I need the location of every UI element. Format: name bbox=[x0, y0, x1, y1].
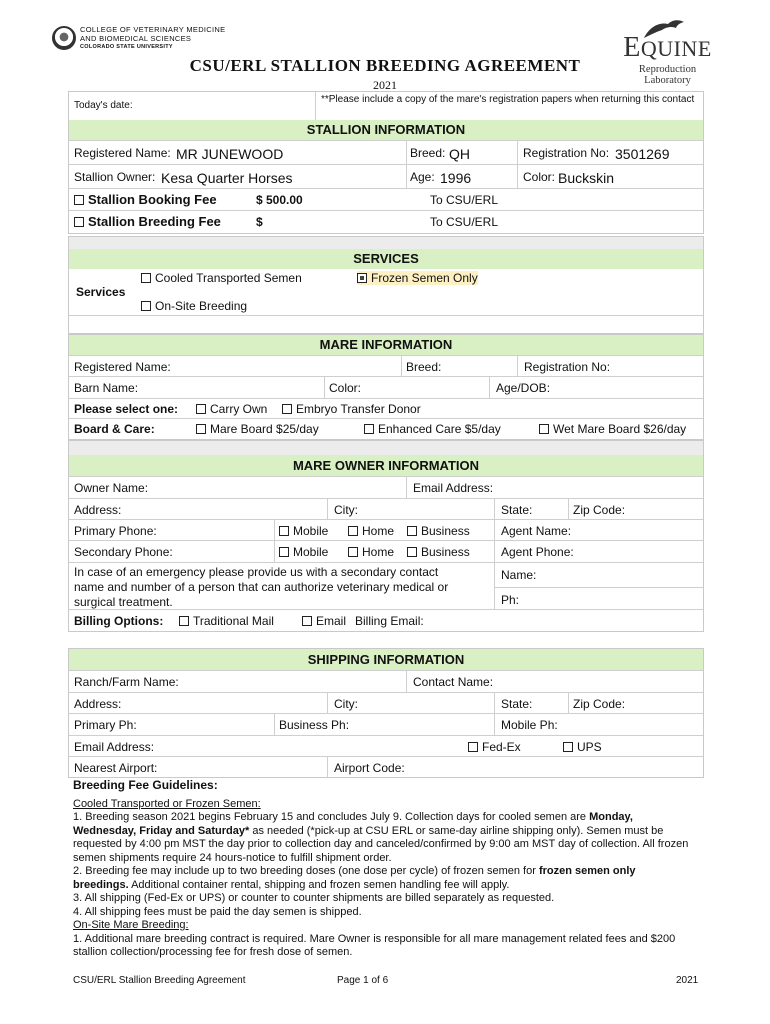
emergency-line-2: name and number of a person that can authorize veterinary medical or bbox=[74, 580, 449, 594]
fedex-label: Fed-Ex bbox=[482, 740, 521, 754]
guideline-1b: Monday, Wednesday, Friday and Saturday* bbox=[73, 811, 633, 837]
guideline-5: 1. Additional mare breeding contract is required. Mare Owner is responsible for all mare management related fees and $200 stallion collection/processing fee for fresh dose of semen. bbox=[73, 932, 676, 958]
guideline-1 bbox=[73, 811, 693, 865]
stallion-reg-no-label: Registration No: bbox=[523, 146, 610, 160]
emergency-text bbox=[74, 565, 448, 610]
mare-reg-no[interactable]: Registration No: bbox=[524, 360, 611, 374]
secondary-mobile-checkbox[interactable] bbox=[279, 545, 328, 559]
stallion-breed-label: Breed: bbox=[410, 146, 446, 160]
stallion-section bbox=[68, 91, 704, 234]
shipping-section bbox=[68, 648, 704, 778]
footer-year: 2021 bbox=[676, 975, 699, 986]
primary-mobile-checkbox[interactable] bbox=[279, 524, 328, 538]
emergency-line-3: surgical treatment. bbox=[74, 595, 173, 609]
secondary-home-label: Home bbox=[362, 545, 395, 559]
stallion-reg-name-label: Registered Name: bbox=[74, 146, 171, 160]
primary-mobile-label: Mobile bbox=[293, 524, 329, 538]
email-billing-checkbox[interactable] bbox=[302, 614, 346, 628]
carry-own-checkbox[interactable] bbox=[196, 402, 267, 416]
registration-note: **Please include a copy of the mare's registration papers when returning this contact bbox=[321, 94, 695, 105]
ups-checkbox[interactable] bbox=[563, 740, 602, 754]
select-one-label: Please select one: bbox=[74, 402, 179, 416]
breeding-fee-to: To CSU/ERL bbox=[430, 215, 499, 229]
services-heading: SERVICES bbox=[69, 249, 703, 269]
enhanced-label: Enhanced Care $5/day bbox=[378, 422, 501, 436]
embryo-checkbox[interactable] bbox=[282, 402, 421, 416]
board-care-label: Board & Care: bbox=[74, 422, 155, 436]
stallion-owner-label: Stallion Owner: bbox=[74, 170, 156, 184]
csu-line-3: COLORADO STATE UNIVERSITY bbox=[80, 44, 173, 50]
cooled-checkbox[interactable] bbox=[141, 271, 302, 285]
mare-age-dob[interactable]: Age/DOB: bbox=[496, 381, 551, 395]
breeding-fee-guidelines bbox=[73, 779, 693, 960]
guideline-2c: Additional container rental, shipping and frozen semen handling fee will apply. bbox=[128, 878, 510, 891]
footer-left: CSU/ERL Stallion Breeding Agreement bbox=[73, 975, 246, 986]
owner-name[interactable]: Owner Name: bbox=[74, 481, 149, 495]
ship-state[interactable]: State: bbox=[501, 697, 533, 711]
email-billing-label: Email bbox=[316, 614, 347, 628]
booking-fee-checkbox[interactable] bbox=[74, 192, 217, 207]
ship-mobile-ph[interactable]: Mobile Ph: bbox=[501, 718, 558, 732]
billing-email[interactable]: Billing Email: bbox=[355, 614, 424, 628]
guidelines-sub-1: Cooled Transported or Frozen Semen: bbox=[73, 797, 261, 810]
primary-business-label: Business bbox=[421, 524, 470, 538]
logo-sub-1: Reproduction bbox=[638, 64, 697, 75]
secondary-business-checkbox[interactable] bbox=[407, 545, 470, 559]
owner-address[interactable]: Address: bbox=[74, 503, 122, 517]
contact-name[interactable]: Contact Name: bbox=[413, 675, 494, 689]
logo-quine: QUINE bbox=[640, 36, 712, 61]
fedex-checkbox[interactable] bbox=[468, 740, 521, 754]
guideline-3: 3. All shipping (Fed-Ex or UPS) or counter to counter shipments are billed separately as requested. bbox=[73, 892, 555, 904]
stallion-age-value[interactable]: 1996 bbox=[440, 170, 472, 186]
page-title: CSU/ERL STALLION BREEDING AGREEMENT bbox=[189, 56, 581, 75]
owner-state[interactable]: State: bbox=[501, 503, 533, 517]
stallion-heading: STALLION INFORMATION bbox=[69, 120, 703, 140]
secondary-home-checkbox[interactable] bbox=[348, 545, 394, 559]
page-year: 2021 bbox=[373, 78, 397, 92]
mare-reg-name[interactable]: Registered Name: bbox=[74, 360, 171, 374]
services-section bbox=[68, 236, 704, 334]
emergency-name[interactable]: Name: bbox=[501, 568, 537, 582]
wet-mare-checkbox[interactable] bbox=[539, 422, 686, 436]
guideline-1a: 1. Breeding season 2021 begins February 15 and concludes July 9. Collection days for cooled semen are bbox=[73, 811, 590, 823]
traditional-mail-label: Traditional Mail bbox=[193, 614, 274, 628]
breeding-fee-label: Stallion Breeding Fee bbox=[88, 214, 221, 229]
booking-fee-label: Stallion Booking Fee bbox=[88, 192, 217, 207]
csu-seal-icon bbox=[52, 26, 76, 50]
guideline-2b: frozen semen only breedings. bbox=[73, 865, 636, 891]
shipping-heading: SHIPPING INFORMATION bbox=[69, 649, 703, 670]
booking-fee-value[interactable]: $ 500.00 bbox=[256, 193, 303, 207]
airport-code[interactable]: Airport Code: bbox=[334, 761, 405, 775]
breeding-fee-checkbox[interactable] bbox=[74, 214, 221, 229]
booking-fee-to: To CSU/ERL bbox=[430, 193, 499, 207]
breeding-fee-value[interactable]: $ bbox=[256, 215, 263, 229]
stallion-color-value[interactable]: Buckskin bbox=[558, 170, 615, 186]
ship-email[interactable]: Email Address: bbox=[74, 740, 155, 754]
mare-board-checkbox[interactable] bbox=[196, 422, 319, 436]
agent-name[interactable]: Agent Name: bbox=[501, 524, 572, 538]
stallion-owner-value[interactable]: Kesa Quarter Horses bbox=[161, 170, 293, 186]
owner-zip[interactable]: Zip Code: bbox=[573, 503, 626, 517]
mare-breed[interactable]: Breed: bbox=[406, 360, 442, 374]
nearest-airport[interactable]: Nearest Airport: bbox=[74, 761, 158, 775]
csu-line-2: AND BIOMEDICAL SCIENCES bbox=[80, 33, 192, 43]
emergency-line-1: In case of an emergency please provide us with a secondary contact bbox=[74, 565, 439, 579]
onsite-label: On-Site Breeding bbox=[155, 299, 248, 313]
primary-business-checkbox[interactable] bbox=[407, 524, 470, 538]
mare-color[interactable]: Color: bbox=[329, 381, 362, 395]
footer-page: Page 1 of 6 bbox=[337, 975, 389, 986]
secondary-phone[interactable]: Secondary Phone: bbox=[74, 545, 173, 559]
stallion-reg-name-value[interactable]: MR JUNEWOOD bbox=[176, 146, 284, 162]
services-label: Services bbox=[76, 285, 126, 299]
enhanced-checkbox[interactable] bbox=[364, 422, 501, 436]
owner-heading: MARE OWNER INFORMATION bbox=[69, 455, 703, 476]
primary-phone[interactable]: Primary Phone: bbox=[74, 524, 157, 538]
embryo-label: Embryo Transfer Donor bbox=[296, 402, 421, 416]
ups-label: UPS bbox=[577, 740, 602, 754]
csu-line-1: COLLEGE OF VETERINARY MEDICINE bbox=[80, 25, 226, 34]
agent-phone[interactable]: Agent Phone: bbox=[501, 545, 574, 559]
cooled-label: Cooled Transported Semen bbox=[155, 271, 302, 285]
billing-options-label: Billing Options: bbox=[74, 614, 164, 628]
mare-barn-name[interactable]: Barn Name: bbox=[74, 381, 139, 395]
guidelines-sub-2: On-Site Mare Breeding: bbox=[73, 919, 189, 931]
csu-logo bbox=[52, 26, 225, 52]
stallion-breed-value[interactable]: QH bbox=[449, 146, 470, 162]
stallion-reg-no-value[interactable]: 3501269 bbox=[615, 146, 670, 162]
guidelines-heading: Breeding Fee Guidelines: bbox=[73, 778, 218, 792]
frozen-checkbox[interactable] bbox=[357, 271, 478, 285]
logo-sub-2: Laboratory bbox=[644, 75, 691, 86]
secondary-mobile-label: Mobile bbox=[293, 545, 329, 559]
owner-section bbox=[68, 440, 704, 632]
mare-board-label: Mare Board $25/day bbox=[210, 422, 319, 436]
guideline-4: 4. All shipping fees must be paid the day semen is shipped. bbox=[73, 905, 362, 918]
primary-home-label: Home bbox=[362, 524, 395, 538]
traditional-mail-checkbox[interactable] bbox=[179, 614, 274, 628]
ship-zip[interactable]: Zip Code: bbox=[573, 697, 626, 711]
frozen-label: Frozen Semen Only bbox=[371, 271, 478, 285]
ship-city[interactable]: City: bbox=[334, 697, 358, 711]
ship-address[interactable]: Address: bbox=[74, 697, 122, 711]
wet-mare-label: Wet Mare Board $26/day bbox=[553, 422, 687, 436]
primary-home-checkbox[interactable] bbox=[348, 524, 394, 538]
horse-icon bbox=[642, 18, 686, 40]
ship-business-ph[interactable]: Business Ph: bbox=[279, 718, 350, 732]
onsite-checkbox[interactable] bbox=[141, 299, 247, 313]
guideline-2a: 2. Breeding fee may include up to two breeding doses (one dose per cycle) of frozen semen for bbox=[73, 865, 539, 877]
todays-date-label: Today's date: bbox=[74, 100, 133, 111]
emergency-ph[interactable]: Ph: bbox=[501, 593, 520, 607]
guideline-1c: as needed (*pick-up at CSU ERL or same-day airline shipping only). Semen must be requested by 4:00 pm MST the day prior to collection day and canceled/confirmed by 9:00 am MST day of collection. All frozen semen shipments require 24 hours-notice to fulfill shipment order. bbox=[73, 824, 689, 864]
stallion-color-label: Color: bbox=[523, 170, 556, 184]
mare-heading: MARE INFORMATION bbox=[69, 335, 703, 355]
carry-own-label: Carry Own bbox=[210, 402, 268, 416]
mare-section bbox=[68, 334, 704, 440]
owner-email[interactable]: Email Address: bbox=[413, 481, 494, 495]
ranch-name[interactable]: Ranch/Farm Name: bbox=[74, 675, 179, 689]
stallion-age-label: Age: bbox=[410, 170, 435, 184]
logo-e: E bbox=[623, 32, 641, 63]
owner-city[interactable]: City: bbox=[334, 503, 358, 517]
ship-primary-ph[interactable]: Primary Ph: bbox=[74, 718, 137, 732]
secondary-business-label: Business bbox=[421, 545, 470, 559]
guideline-2 bbox=[73, 865, 693, 892]
